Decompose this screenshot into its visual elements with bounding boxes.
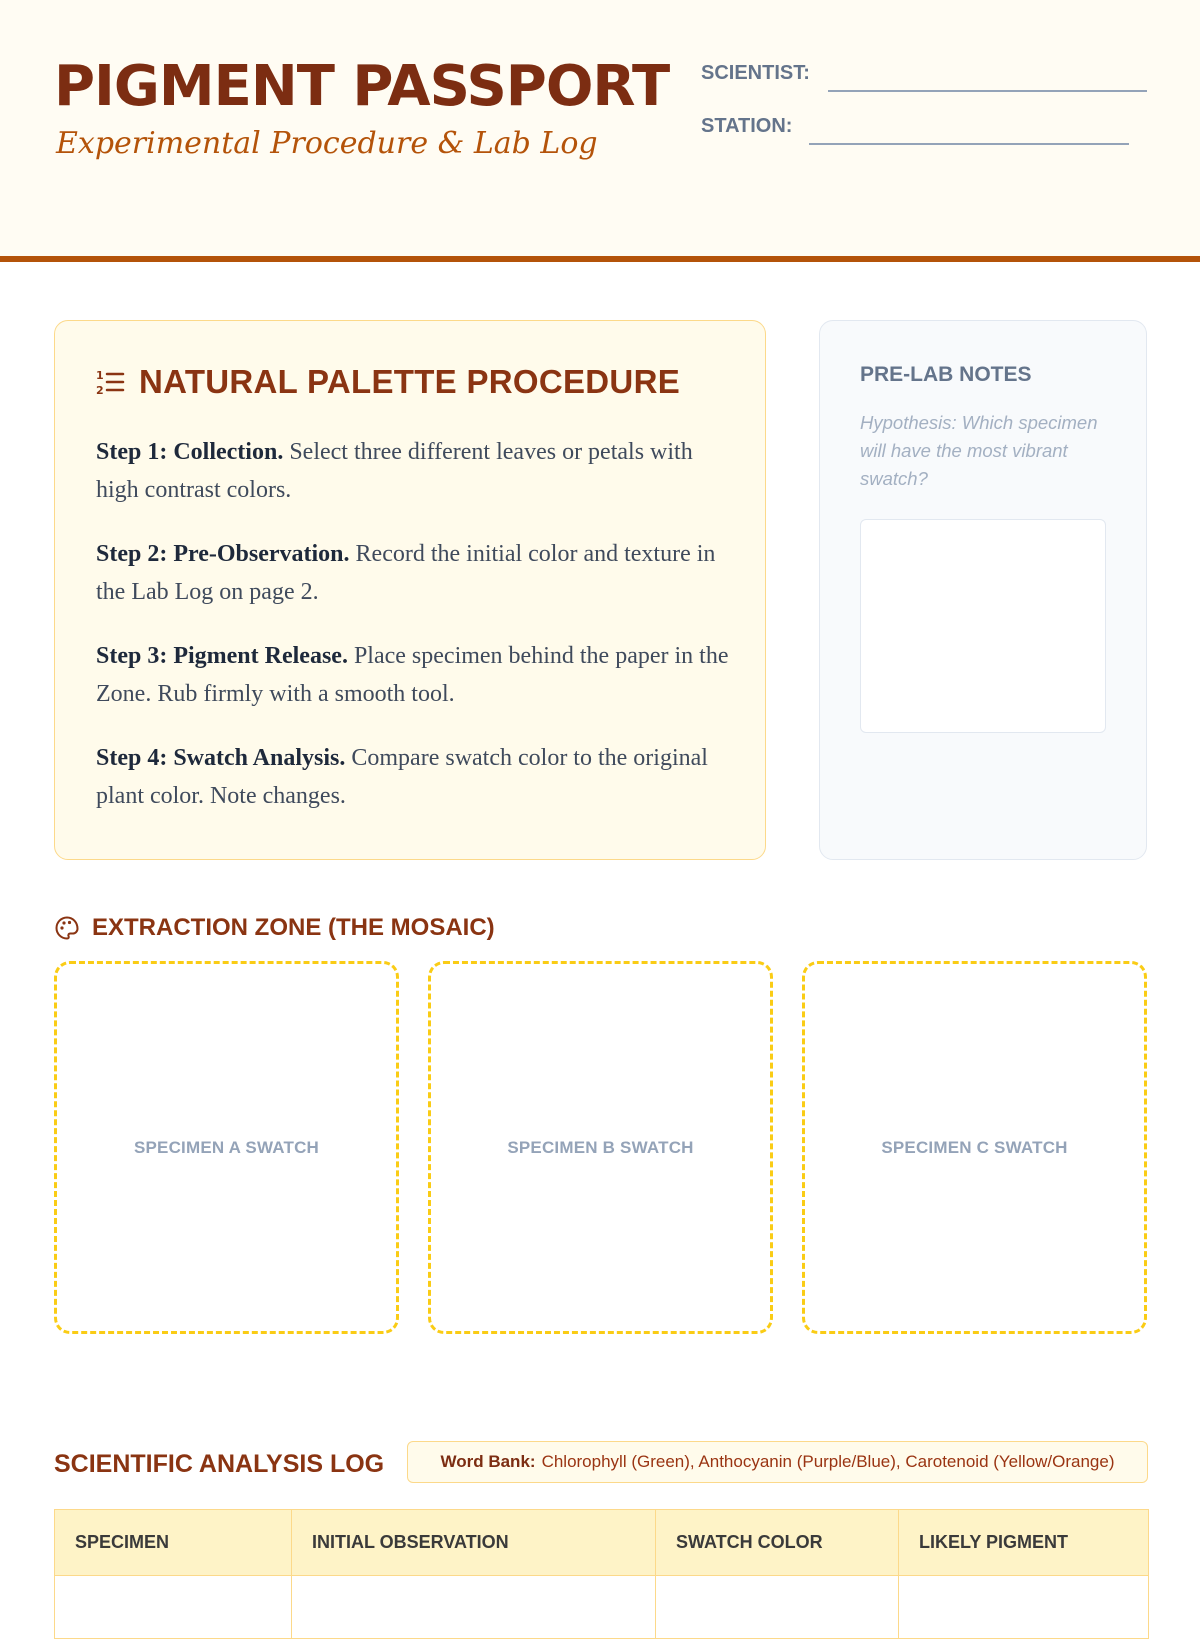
table-row [55, 1576, 1149, 1639]
step-text: Select three different leaves or petals with high contrast colors. [96, 439, 693, 503]
swatch-box-a[interactable] [54, 961, 399, 1334]
swatch-label: SPECIMEN B SWATCH [507, 1137, 694, 1157]
word-bank-label: Word Bank: [440, 1452, 536, 1471]
word-bank [407, 1441, 1148, 1483]
swatch-label: SPECIMEN A SWATCH [133, 1137, 320, 1157]
step-label: Step 1: Collection. [96, 439, 284, 465]
step-text: Place specimen behind the paper in the Zone. Rub firmly with a smooth tool. [96, 643, 729, 707]
column-header: SPECIMEN [55, 1510, 292, 1576]
station-field[interactable] [809, 143, 1129, 145]
step-3 [96, 637, 736, 713]
hypothesis-prompt: Hypothesis: Which specimen will have the most vibrant swatch? [860, 412, 1098, 489]
page-title: PIGMENT PASSPORT [54, 54, 670, 119]
svg-text:1: 1 [96, 369, 104, 382]
station-label: STATION: [701, 115, 793, 137]
extraction-heading [54, 914, 495, 942]
table-cell[interactable] [55, 1576, 292, 1639]
scientist-field[interactable] [828, 90, 1147, 92]
page-header [0, 0, 1200, 262]
hypothesis-answer-box[interactable] [860, 519, 1106, 733]
column-header: LIKELY PIGMENT [899, 1510, 1149, 1576]
swatch-label: SPECIMEN C SWATCH [881, 1137, 1068, 1157]
table-cell[interactable] [656, 1576, 899, 1639]
table-cell[interactable] [292, 1576, 656, 1639]
step-text: Record the initial color and texture in the Lab Log on page 2. [96, 541, 716, 605]
swatch-box-c[interactable] [802, 961, 1147, 1334]
word-bank-text: Chlorophyll (Green), Anthocyanin (Purple/Blue), Carotenoid (Yellow/Orange) [541, 1452, 1115, 1471]
procedure-heading [95, 363, 680, 401]
extraction-title: EXTRACTION ZONE (THE MOSAIC) [92, 914, 495, 941]
scientist-label: SCIENTIST: [701, 62, 810, 84]
procedure-card [54, 320, 766, 860]
step-4 [96, 739, 736, 815]
step-label: Step 3: Pigment Release. [96, 643, 348, 669]
table-header-row [55, 1510, 1149, 1576]
step-text: Compare swatch color to the original plant color. Note changes. [96, 745, 708, 809]
log-title: SCIENTIFIC ANALYSIS LOG [54, 1450, 385, 1478]
table-cell[interactable] [899, 1576, 1149, 1639]
step-label: Step 4: Swatch Analysis. [96, 745, 346, 771]
svg-text:2: 2 [96, 384, 104, 397]
prelab-card [819, 320, 1147, 860]
page-subtitle: Experimental Procedure & Lab Log [56, 126, 598, 161]
analysis-table [54, 1509, 1149, 1639]
step-1 [96, 433, 736, 509]
column-header: SWATCH COLOR [656, 1510, 899, 1576]
column-header: INITIAL OBSERVATION [292, 1510, 656, 1576]
palette-icon [54, 915, 80, 941]
swatch-box-b[interactable] [428, 961, 773, 1334]
procedure-steps [96, 433, 736, 841]
prelab-title: PRE-LAB NOTES [860, 363, 1032, 386]
step-2 [96, 535, 736, 611]
numbered-list-icon [95, 367, 125, 397]
step-label: Step 2: Pre-Observation. [96, 541, 350, 567]
procedure-title: NATURAL PALETTE PROCEDURE [139, 363, 681, 400]
